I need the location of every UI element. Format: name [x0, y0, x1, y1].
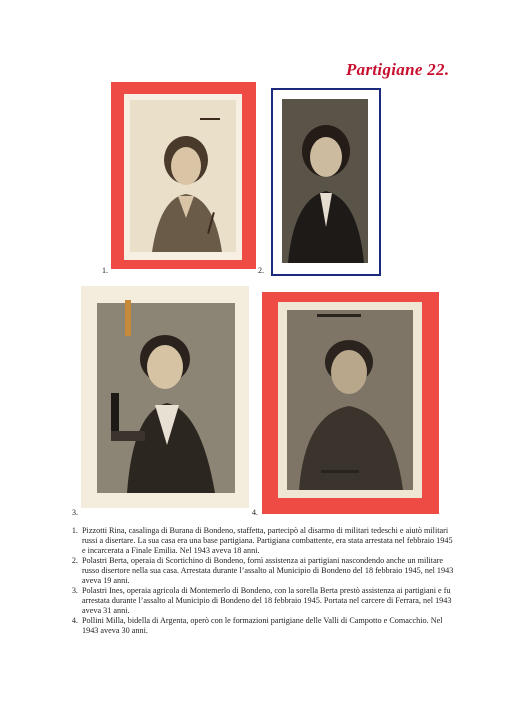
photo-3-number: 3. — [72, 508, 78, 517]
caption-1: 1. Pizzotti Rina, casalinga di Burana di Bondeno, staffetta, partecipò al disarmo di militari tedeschi e aiutò militari russi a disertare. La sua casa era una base partigiana. Partigiana combattente, era stata arrestata nel febbraio 1945 e incarcerata a Finale Emilia. Nel 1943 aveva 18 anni. — [80, 526, 457, 556]
photo-4-number: 4. — [252, 508, 258, 517]
photo-1-portrait — [130, 100, 236, 252]
photo-3-clip — [125, 300, 131, 336]
caption-3: 3. Polastri Ines, operaia agricola di Montemerlo di Bondeno, con la sorella Berta prestò assistenza ai partigiani e fu arrestata durante l’assalto al Municipio di Bondeno del 18 febbraio 1945. Portata nel carcere di Ferrara, nel 1943 aveva 31 anni. — [80, 586, 457, 616]
page-title: Partigiane 22. — [346, 60, 450, 79]
photo-2-number: 2. — [258, 266, 264, 275]
caption-2: 2. Polastri Berta, operaia di Scortichino di Bondeno, fornì assistenza ai partigiani nascondendo anche un militare russo disertore nella sua casa. Arrestata durante l’assalto al Municipio di Bondeno del 18 febbraio 1945, nel 1943 aveva 19 anni. — [80, 556, 457, 586]
photo-1-number: 1. — [102, 266, 108, 275]
photo-3-portrait — [97, 303, 235, 493]
photo-4-portrait — [287, 310, 413, 490]
captions-list — [62, 526, 457, 636]
caption-4: 4. Pollini Milla, bidella di Argenta, operò con le formazioni partigiane delle Valli di Campotto e Comacchio. Nel 1943 aveva 30 anni. — [80, 616, 457, 636]
photo-2-portrait — [282, 99, 368, 263]
